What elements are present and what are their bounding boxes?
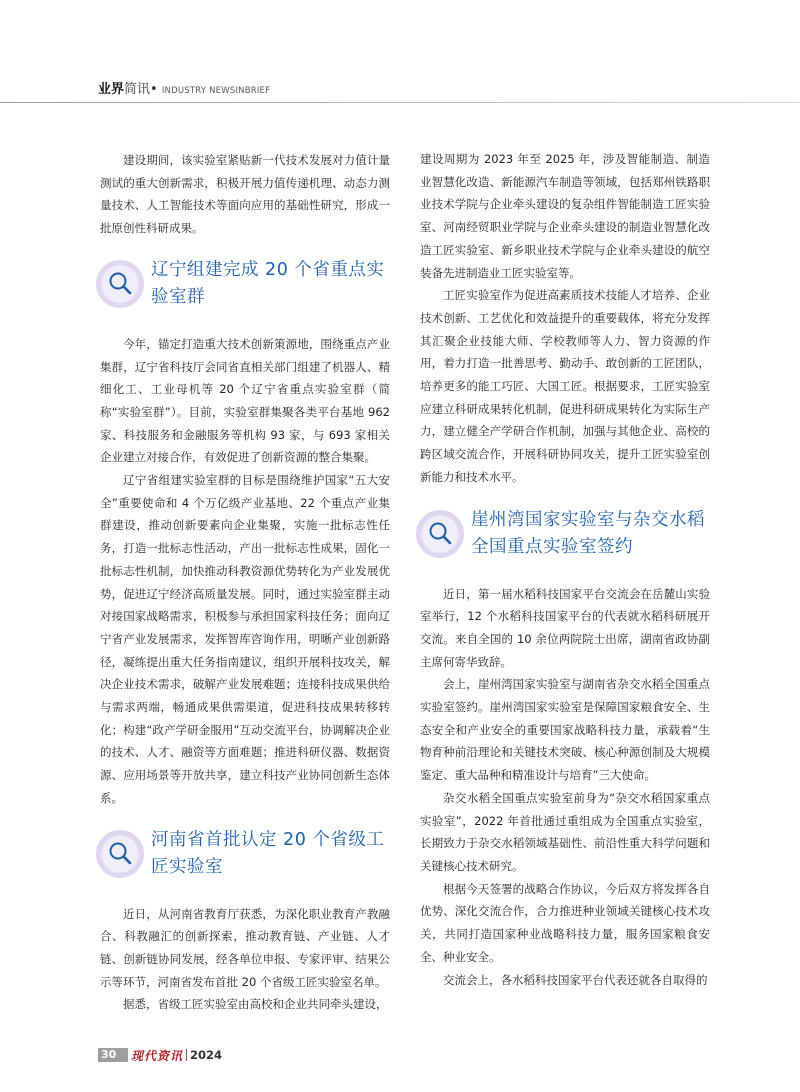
paragraph: 杂交水稻全国重点实验室前身为“杂交水稻国家重点实验室”，2022 年首批通过重组成为全国重点实验室，长期致力于杂交水稻领域基础性、前沿性重大科学问题和关键核心技术研究。 bbox=[420, 790, 710, 873]
header-dot: • bbox=[150, 82, 158, 97]
paragraph: 今年，锚定打造重大技术创新策源地，围绕重点产业集群，辽宁省科技厅会同省直相关部门组建了机器人、精细化工、工业母机等 20 个辽宁省重点实验室群（简称“实验室群”）。目前，实验室群集聚各类平台基地 962 家、科技服务和金融服务等机构 93 家，与 693 家相关企业建立对接合作，有效促进了创新资源的整合集聚。 bbox=[100, 336, 390, 465]
paragraph: 交流会上，各水稻科技国家平台代表还就各自取得的 bbox=[443, 972, 708, 987]
right-column bbox=[420, 148, 710, 991]
magnifier-icon bbox=[96, 260, 144, 308]
paragraph: 工匠实验室作为促进高素质技术技能人才培养、企业技术创新、工艺优化和效益提升的重要载体，将充分发挥其汇聚企业技能大师、学校教师等人力、智力资源的作用，着力打造一批善思考、勤动手、敢创新的工匠团队，培养更多的能工巧匠、大国工匠。根据要求，工匠实验室应建立科研成果转化机制，促进科研成果转化为实际生产力，建立健全产学研合作机制，加强与其他企业、高校的跨区域交流合作，开展科研协同攻关，提升工匠实验室创新能力和技术水平。 bbox=[420, 288, 710, 484]
page-number: 30 bbox=[98, 1048, 128, 1062]
header-rule bbox=[0, 102, 800, 103]
paragraph: 建设期间，该实验室紧贴新一代技术发展对力值计量测试的重大创新需求，积极开展力值传递机理、动态力测量技术、人工智能技术等面向应用的基础性研究，形成一批原创性科研成果。 bbox=[100, 153, 390, 236]
section-heading bbox=[416, 507, 710, 561]
paragraph: 辽宁省组建实验室群的目标是围绕维护国家“五大安全”重要使命和 4 个万亿级产业基地、22 个重点产业集群建设，推动创新要素向企业集聚，实施一批标志性任务，打造一批标志性活动，产出一批标志性成果，固化一批标志性机制，加快推动科教资源优势转化为产业发展优势，促进辽宁经济高质量发展。同时，通过实验室群主动对接国家战略需求，积极参与承担国家科技任务；面向辽宁省产业发展需求，发挥智库咨询作用，明晰产业创新路径，凝练提出重大任务指南建议，组织开展科技攻关，解决企业技术需求，破解产业发展难题；连接科技成果供给与需求两端，畅通成果供需渠道，促进科技成果转移转化；构建“政产学研金服用”互动交流平台，协调解决企业的技术、人才、融资等方面难题；推进科研仪器、数据资源、应用场景等开放共享，建立科技产业协同创新生态体系。 bbox=[100, 473, 390, 805]
paragraph: 据悉，省级工匠实验室由高校和企业共同牵头建设， bbox=[123, 997, 388, 1012]
left-column bbox=[100, 149, 390, 1016]
header-english: INDUSTRY NEWSINBRIEF bbox=[161, 86, 271, 96]
running-header bbox=[98, 82, 270, 98]
paragraph: 根据今天签署的战略合作协议，今后双方将发挥各自优势、深化交流合作，合力推进种业领域关键核心技术攻关，共同打造国家种业战略科技力量，服务国家粮食安全、种业安全。 bbox=[420, 881, 710, 964]
footer-divider bbox=[186, 1049, 187, 1061]
section-heading bbox=[96, 257, 390, 311]
issue-year: 2024 bbox=[190, 1048, 223, 1062]
magazine-name: 现代资讯 bbox=[131, 1048, 184, 1063]
magnifier-icon bbox=[96, 830, 144, 878]
section-heading bbox=[96, 827, 390, 881]
section-title: 辽宁组建完成 20 个省重点实验室群 bbox=[151, 259, 385, 307]
section-title: 河南省首批认定 20 个省级工匠实验室 bbox=[151, 829, 385, 877]
paragraph: 近日，第一届水稻科技国家平台交流会在岳麓山实验室举行，12 个水稻科技国家平台的代表就水稻科研展开交流。来自全国的 10 余位两院院士出席，湖南省政协副主席何寄华致辞。 bbox=[420, 586, 710, 669]
paragraph: 近日，从河南省教育厅获悉，为深化职业教育产教融合、科教融汇的创新探索，推动教育链、产业链、人才链、创新链协同发展，经各单位申报、专家评审、结果公示等环节，河南省发布首批 20 个省级工匠实验室名单。 bbox=[100, 906, 390, 989]
paragraph-continued: 建设周期为 2023 年至 2025 年，涉及智能制造、制造业智慧化改造、新能源汽车制造等领域，包括郑州铁路职业技术学院与企业牵头建设的复杂组件智能制造工匠实验室、河南经贸职业学院与企业牵头建设的制造业智慧化改造工匠实验室、新乡职业技术学院与企业牵头建设的航空装备先进制造业工匠实验室等。 bbox=[420, 152, 710, 280]
magnifier-icon bbox=[416, 510, 464, 558]
paragraph: 会上，崖州湾国家实验室与湖南省杂交水稻全国重点实验室签约。崖州湾国家实验室是保障国家粮食安全、生态安全和产业安全的重要国家战略科技力量，承载着“生物育种前沿理论和关键技术突破、核心种源创制及大规模鉴定、重大品种和精准设计与培育”三大使命。 bbox=[420, 677, 710, 783]
header-section-bold: 业界 bbox=[98, 82, 125, 97]
page-footer bbox=[98, 1046, 222, 1064]
header-section-normal: 简讯 bbox=[124, 82, 151, 97]
section-title: 崖州湾国家实验室与杂交水稻全国重点实验室签约 bbox=[471, 509, 705, 557]
